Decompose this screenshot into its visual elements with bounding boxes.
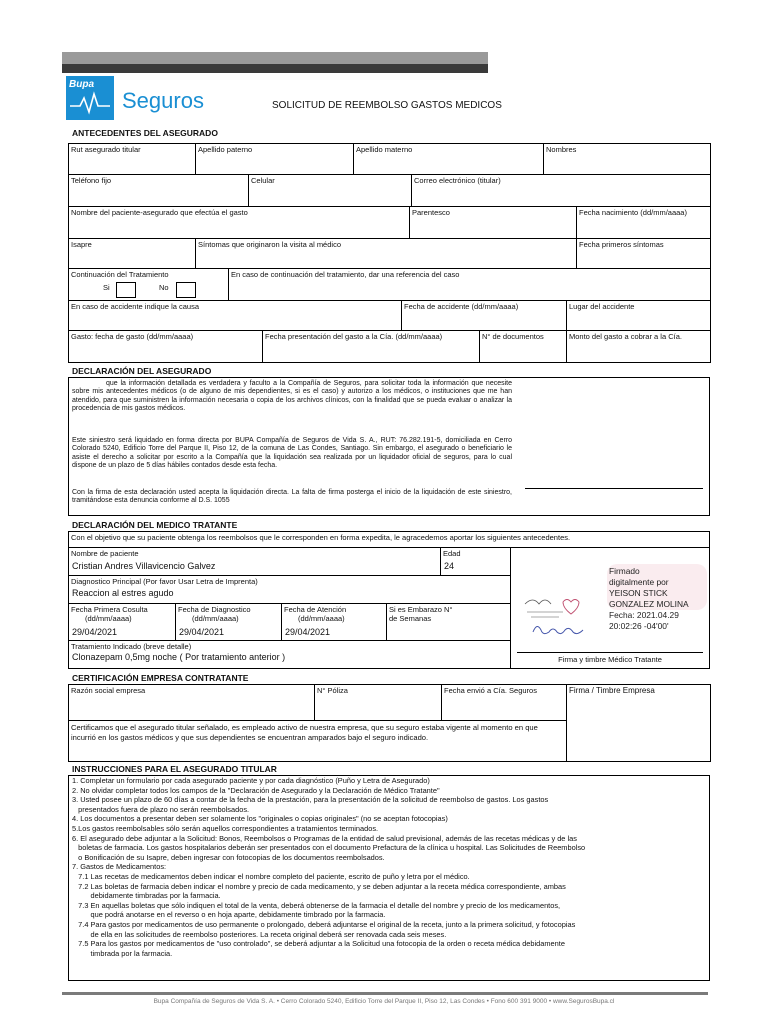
instruccion-line: 5.Los gastos reembolsables sólo serán aquellos correspondientes a tratamientos terminados. <box>72 823 379 833</box>
declaracion-box <box>68 377 710 516</box>
accidente-causa-field[interactable] <box>69 301 402 331</box>
fecha-primera-consulta-value: 29/04/2021 <box>72 627 118 637</box>
fecha-diagnostico-field[interactable] <box>176 604 282 641</box>
fecha-diagnostico-label: Fecha de Diagnostico <box>178 605 251 614</box>
declaracion-p3: Con la firma de esta declaración usted acepta la liquidación directa. La falta de firma posterga el inicio de la liquidación de este siniestro, tramitándose esta denuncia conforme al D.S. 1055 <box>72 489 512 505</box>
instruccion-line: 4. Los documentos a presentar deben ser solamente los "originales o copias originales" (no se aceptan fotocopias) <box>72 814 448 824</box>
footer-text: Bupa Compañía de Seguros de Vida S. A. • Cerro Colorado 5240, Edificio Torre del Parque II, Piso 12, Las Condes • Fono 600 391 9000 • www.SegurosBupa.cl <box>153 998 615 1005</box>
sig-line-4: GONZALEZ MOLINA <box>609 599 689 609</box>
document-title: SOLICITUD DE REEMBOLSO GASTOS MEDICOS <box>272 100 502 111</box>
edad-value: 24 <box>444 561 455 571</box>
nombres-field[interactable] <box>544 144 711 175</box>
fecha-envio-field[interactable] <box>442 685 567 721</box>
brand-name: Seguros <box>122 88 204 113</box>
celular-label: Celular <box>251 176 275 185</box>
nombre-paciente-medico-field[interactable] <box>69 548 441 576</box>
fecha-atencion-value: 29/04/2021 <box>285 627 331 637</box>
declaracion-p2: Este siniestro será liquidado en forma directa por BUPA Compañía de Seguros de Vida S. A., RUT: 76.282.191-5, domiciliada en Cerro Colorado 5240, Edificio Torre del Parque II, Piso 12, de la comuna de Las Condes, Santiago. Sin embargo, el asegurado o beneficiario le asiste el derecho a solicitar por escrito a la Compañía que la liquidación sea realizada por un liquidador oficial de seguros, para lo cual dispone de un plazo de 5 días hábiles contados desde esta fecha. <box>72 437 512 470</box>
referencia-label: En caso de continuación del tratamiento, dar una referencia del caso <box>231 270 460 279</box>
si-label: Si <box>103 283 110 292</box>
instruccion-line: 3. Usted posee un plazo de 60 días a contar de la fecha de la prestación, para la presentación de la solicitud de reembolso de gastos. Los gastos <box>72 795 549 805</box>
instruccion-line: 7.5 Para los gastos por medicamentos de "uso controlado", se deberá adjuntar a la Solicitud una fotocopia de la orden o receta médica debidamente <box>72 939 565 949</box>
handwritten-signature <box>529 620 589 640</box>
nombre-paciente-field[interactable] <box>69 207 410 239</box>
firma-empresa-field[interactable] <box>567 685 711 762</box>
instruccion-line: 7.3 En aquellas boletas que sólo indiquen el total de la venta, deberá obtenerse de la farmacia el detalle del nombre y precio de los medicamentos, <box>72 900 561 910</box>
instruccion-line: de ella en las solicitudes de reembolso posteriores. La receta original deberá ser renovada cada seis meses. <box>72 929 447 939</box>
instruccion-line: 6. El asegurado debe adjuntar a la Solicitud: Bonos, Reembolsos o Programas de la entidad de salud previsional, además de las recetas médicas y de las <box>72 833 577 843</box>
medico-table <box>68 531 710 669</box>
monto-field[interactable] <box>567 331 711 363</box>
sintomas-label: Síntomas que originaron la visita al médico <box>198 240 341 249</box>
instruccion-line: 1. Completar un formulario por cada asegurado paciente y por cada diagnóstico (Puño y Letra de Asegurado) <box>72 776 430 785</box>
edad-field[interactable] <box>441 548 511 576</box>
sig-line-5: Fecha: 2021.04.29 <box>609 610 679 620</box>
sintomas-field[interactable] <box>196 239 577 269</box>
fecha-presentacion-label: Fecha presentación del gasto a la Cía. (dd/mm/aaaa) <box>265 332 443 341</box>
fecha-nacimiento-label: Fecha nacimiento (dd/mm/aaaa) <box>579 208 687 217</box>
header-bar-dark <box>62 64 488 73</box>
apellido-materno-field[interactable] <box>354 144 544 175</box>
apellido-materno-label: Apellido materno <box>356 145 413 154</box>
digital-signature-text <box>609 566 689 632</box>
section-title-medico: DECLARACIÓN DEL MEDICO TRATANTE <box>72 520 238 530</box>
gasto-fecha-field[interactable] <box>69 331 263 363</box>
fecha-envio-label: Fecha envió a Cía. Seguros <box>444 686 537 695</box>
apellido-paterno-field[interactable] <box>196 144 354 175</box>
instrucciones-box <box>68 775 710 981</box>
section-title-declaracion: DECLARACIÓN DEL ASEGURADO <box>72 366 212 376</box>
instruccion-line: debidamente timbradas por la farmacia. <box>72 891 221 901</box>
isapre-field[interactable] <box>69 239 196 269</box>
num-documentos-field[interactable] <box>480 331 567 363</box>
referencia-field[interactable] <box>229 269 711 301</box>
tratamiento-field[interactable] <box>69 641 511 668</box>
gasto-fecha-label: Gasto: fecha de gasto (dd/mm/aaaa) <box>71 332 194 341</box>
instrucciones-list <box>72 776 706 958</box>
apellido-paterno-label: Apellido paterno <box>198 145 253 154</box>
medico-intro-text: Con el objetivo que su paciente obtenga los reembolsos que le corresponden en forma expedita, le agracedemos aportar los siguientes antecedentes. <box>71 533 571 542</box>
instruccion-line: 7.2 Las boletas de farmacia deben indicar el nombre y precio de cada medicamento, y se deben adjuntar a la receta médica correspondiente, ambas <box>72 881 566 891</box>
correo-label: Correo electrónico (titular) <box>414 176 501 185</box>
diagnostico-field[interactable] <box>69 576 511 604</box>
logo-text: Bupa <box>69 79 94 90</box>
continuacion-cell <box>69 269 229 301</box>
medico-intro <box>69 532 709 548</box>
fecha-accidente-field[interactable] <box>402 301 567 331</box>
telefono-label: Teléfono fijo <box>71 176 112 185</box>
num-documentos-label: N° de documentos <box>482 332 544 341</box>
poliza-field[interactable] <box>315 685 442 721</box>
diagnostico-value: Reaccion al estres agudo <box>72 588 174 598</box>
lugar-accidente-label: Lugar del accidente <box>569 302 635 311</box>
asegurado-table <box>68 143 711 363</box>
parentesco-field[interactable] <box>410 207 577 239</box>
fecha-diagnostico-format: (dd/mm/aaaa) <box>192 614 239 623</box>
embarazo-sub-label: de Semanas <box>389 614 432 623</box>
certificacion-text: Certificamos que el asegurado titular señalado, es empleado activo de nuestra empresa, que su seguro estaba vigente al momento en que incurrió en los gastos médicos y que sus dependientes se encuentran amparados bajo el seguro indicado. <box>71 723 538 742</box>
diagnostico-label: Diagnostico Principal (Por favor Usar Letra de Imprenta) <box>71 577 258 586</box>
razon-social-field[interactable] <box>69 685 315 721</box>
nombre-paciente-label: Nombre del paciente-asegurado que efectúa el gasto <box>71 208 248 217</box>
instruccion-line: 7. Gastos de Medicamentos: <box>72 862 167 872</box>
instruccion-line: 2. No olvidar completar todos los campos de la "Declaración de Asegurado y la Declaración de Médico Tratante" <box>72 785 440 795</box>
bupa-logo <box>66 76 114 120</box>
embarazo-field[interactable] <box>387 604 511 641</box>
fecha-nacimiento-field[interactable] <box>577 207 711 239</box>
tratamiento-value: Clonazepam 0,5mg noche ( Por tratamiento anterior ) <box>72 652 286 662</box>
firma-empresa-label: Firma / Timbre Empresa <box>569 686 655 695</box>
lugar-accidente-field[interactable] <box>567 301 711 331</box>
instruccion-line: o Bonificación de su Isapre, deben ingresar con fotocopias de los documentos reembolsados. <box>72 852 385 862</box>
nombres-label: Nombres <box>546 145 577 154</box>
no-label: No <box>159 283 169 292</box>
sig-line-1: Firmado <box>609 566 640 576</box>
no-checkbox[interactable] <box>176 282 196 298</box>
si-checkbox[interactable] <box>116 282 136 298</box>
isapre-label: Isapre <box>71 240 92 249</box>
fecha-accidente-label: Fecha de accidente (dd/mm/aaaa) <box>404 302 519 311</box>
fecha-primera-consulta-label: Fecha Primera Cosulta <box>71 605 148 614</box>
nombre-paciente-medico-value: Cristian Andres Villavicencio Galvez <box>72 561 216 571</box>
fecha-primera-consulta-format: (dd/mm/aaaa) <box>85 614 132 623</box>
header-bar <box>62 52 488 64</box>
fecha-primera-consulta-field[interactable] <box>69 604 176 641</box>
celular-field[interactable] <box>249 175 412 207</box>
poliza-label: N° Póliza <box>317 686 348 695</box>
section-title-instrucciones: INSTRUCCIONES PARA EL ASEGURADO TITULAR <box>72 764 277 774</box>
signature-line[interactable] <box>525 488 703 489</box>
nombre-paciente-medico-label: Nombre de paciente <box>71 549 139 558</box>
heartbeat-icon <box>66 76 114 120</box>
instruccion-line: 7.1 Las recetas de medicamentos deben indicar el nombre completo del paciente, escrito de puño y letra por el médico. <box>72 871 470 881</box>
firma-medico-area[interactable] <box>511 548 709 668</box>
fecha-sintomas-label: Fecha primeros síntomas <box>579 240 664 249</box>
instruccion-line: presentados fuera de plazo no serán reembolsados. <box>72 804 250 814</box>
edad-label: Edad <box>443 549 461 558</box>
accidente-causa-label: En caso de accidente indique la causa <box>71 302 200 311</box>
fecha-presentacion-field[interactable] <box>263 331 480 363</box>
instruccion-line: 7.4 Para gastos por medicamentos de uso permanente o prolongado, deberá adjuntarse el original de la receta, junto a la primera solicitud, y fotocopias <box>72 919 576 929</box>
declaracion-p1: que la información detallada es verdadera y faculto a la Compañía de Seguros, para solicitar toda la información que necesite sobre mis antecedentes médicos (o de alguno de mis dependientes, si es el caso) y autorizo a los médicos, o instituciones que me han atendido, para que suministren la información necesaria o copia de los archivos clínicos, con la finalidad que se pueda evaluar o analizar la procedencia de mis gastos médicos. <box>72 380 512 413</box>
firma-medico-label: Firma y timbre Médico Tratante <box>558 655 662 664</box>
parentesco-label: Parentesco <box>412 208 450 217</box>
certificacion-text-cell <box>69 721 567 762</box>
empresa-table <box>68 684 711 762</box>
section-title-asegurado: ANTECEDENTES DEL ASEGURADO <box>72 128 218 138</box>
continuacion-label: Continuación del Tratamiento <box>71 270 169 279</box>
instruccion-line: timbrada por la farmacia. <box>72 948 173 958</box>
fecha-atencion-field[interactable] <box>282 604 387 641</box>
section-title-empresa: CERTIFICACIÓN EMPRESA CONTRATANTE <box>72 673 249 683</box>
embarazo-label: Si es Embarazo N° <box>389 605 453 614</box>
fecha-atencion-format: (dd/mm/aaaa) <box>298 614 345 623</box>
telefono-field[interactable] <box>69 175 249 207</box>
monto-label: Monto del gasto a cobrar a la Cía. <box>569 332 682 341</box>
sig-line-2: digitalmente por <box>609 577 669 587</box>
fecha-atencion-label: Fecha de Atención <box>284 605 347 614</box>
sig-line-6: 20:02:26 -04'00' <box>609 621 669 631</box>
tratamiento-label: Tratamiento Indicado (breve detalle) <box>71 642 192 651</box>
instruccion-line: que podrá anotarse en el reverso o en hoja aparte, debidamente timbrado por la farmacia. <box>72 910 386 920</box>
footer-bar <box>62 992 708 995</box>
rut-label: Rut asegurado titular <box>71 145 141 154</box>
fecha-diagnostico-value: 29/04/2021 <box>179 627 225 637</box>
fecha-sintomas-field[interactable] <box>577 239 711 269</box>
razon-social-label: Razón social empresa <box>71 686 146 695</box>
sig-line-3: YEISON STICK <box>609 588 668 598</box>
correo-field[interactable] <box>412 175 711 207</box>
rut-field[interactable] <box>69 144 196 175</box>
instruccion-line: boletas de farmacia. Los gastos hospitalarios deberán ser presentados con el documento Prefactura de la clínica u hospital. Las Solicitudes de Reembolso <box>72 843 586 853</box>
stamp-heart-icon <box>523 596 583 622</box>
firma-medico-line <box>517 652 703 653</box>
